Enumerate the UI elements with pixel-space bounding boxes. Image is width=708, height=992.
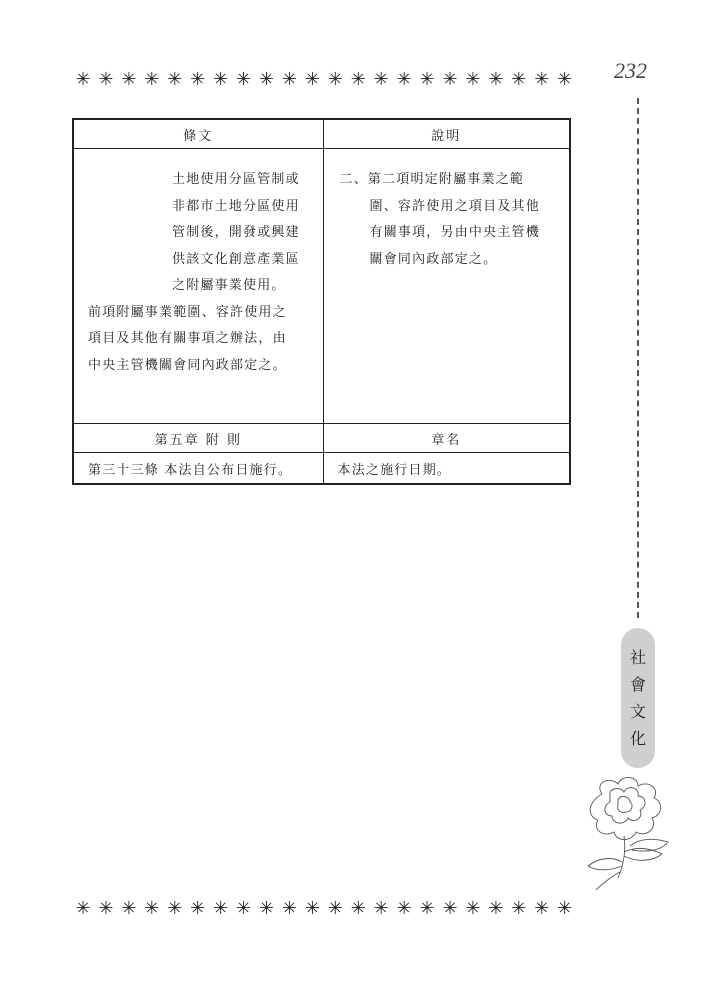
ornament-star-icon: ✳ [167, 69, 183, 90]
law-table [72, 118, 571, 485]
chapter-title: 第五章 附 則 [73, 424, 323, 453]
ornament-star-icon: ✳ [442, 898, 458, 919]
article-33: 第三十三條 本法自公布日施行。 [73, 453, 323, 485]
ornament-star-icon: ✳ [511, 898, 527, 919]
ornament-star-icon: ✳ [373, 898, 389, 919]
ornament-star-icon: ✳ [534, 898, 550, 919]
article-33-explanation: 本法之施行日期。 [323, 453, 570, 485]
top-ornament-border [72, 70, 576, 90]
ornament-star-icon: ✳ [327, 898, 343, 919]
ornament-star-icon: ✳ [281, 69, 297, 90]
ornament-star-icon: ✳ [121, 69, 137, 90]
article-line: 前項附屬事業範圍、容許使用之 [88, 304, 287, 320]
explanation-line: 有關事項，另由中央主管機 [369, 225, 540, 240]
section-tab-char: 會 [629, 675, 646, 694]
ornament-star-icon: ✳ [350, 898, 366, 919]
ornament-star-icon: ✳ [373, 69, 389, 90]
article-line: 之附屬事業使用。 [172, 278, 286, 293]
section-tab-char: 文 [629, 702, 646, 721]
ornament-star-icon: ✳ [98, 69, 114, 90]
section-tab-char: 社 [629, 648, 646, 667]
ornament-star-icon: ✳ [213, 898, 229, 919]
header-article: 條文 [73, 119, 323, 149]
section-tab-char: 化 [629, 729, 646, 748]
ornament-star-icon: ✳ [419, 898, 435, 919]
explanation-line: 二、第二項明定附屬事業之範 [339, 172, 525, 187]
article-indented-block [88, 167, 313, 300]
page-number: 232 [614, 58, 647, 83]
article-text-cell [73, 149, 323, 424]
ornament-star-icon: ✳ [190, 898, 206, 919]
ornament-star-icon: ✳ [534, 69, 550, 90]
ornament-star-icon: ✳ [236, 898, 252, 919]
ornament-star-icon: ✳ [258, 69, 275, 90]
ornament-star-icon: ✳ [396, 898, 412, 919]
ornament-star-icon: ✳ [419, 69, 435, 90]
explanation-hanging-block [340, 194, 560, 274]
ornament-star-icon: ✳ [465, 69, 481, 90]
ornament-star-icon: ✳ [167, 898, 183, 919]
ornament-star-icon: ✳ [442, 69, 458, 90]
article-line: 供該文化創意產業區 [172, 251, 300, 267]
ornament-star-icon: ✳ [213, 69, 229, 90]
peony-flower-illustration [574, 772, 678, 890]
ornament-star-icon: ✳ [121, 898, 137, 919]
ornament-star-icon: ✳ [327, 69, 343, 90]
ornament-star-icon: ✳ [75, 69, 91, 90]
chapter-note: 章名 [323, 424, 570, 453]
ornament-star-icon: ✳ [236, 69, 252, 90]
ornament-star-icon: ✳ [75, 898, 91, 919]
ornament-star-icon: ✳ [465, 898, 481, 919]
bottom-ornament-border [72, 899, 576, 919]
ornament-star-icon: ✳ [98, 898, 114, 919]
ornament-star-icon: ✳ [144, 898, 160, 919]
section-tab [621, 628, 655, 768]
ornament-star-icon: ✳ [557, 69, 573, 90]
ornament-star-icon: ✳ [281, 898, 297, 919]
ornament-star-icon: ✳ [488, 69, 504, 90]
article-line: 管制後，開發或興建 [172, 225, 300, 240]
explanation-line: 關會同內政部定之。 [369, 251, 498, 267]
ornament-star-icon: ✳ [396, 69, 412, 90]
ornament-star-icon: ✳ [144, 69, 160, 90]
header-explanation: 說明 [323, 119, 570, 149]
ornament-star-icon: ✳ [304, 898, 320, 919]
ornament-star-icon: ✳ [190, 69, 206, 90]
ornament-star-icon: ✳ [488, 898, 504, 919]
ornament-star-icon: ✳ [304, 69, 320, 90]
ornament-star-icon: ✳ [258, 898, 275, 919]
ornament-star-icon: ✳ [350, 69, 366, 90]
article-line: 中央主管機關會同內政部定之。 [88, 357, 287, 373]
explanation-line: 圍、容許使用之項目及其他 [369, 198, 540, 214]
ornament-star-icon: ✳ [557, 898, 573, 919]
article-line: 非都市土地分區使用 [172, 198, 300, 214]
ornament-star-icon: ✳ [511, 69, 527, 90]
explanation-text-cell [323, 149, 570, 424]
article-line: 土地使用分區管制或 [172, 172, 300, 187]
article-line: 項目及其他有關事項之辦法，由 [88, 331, 287, 346]
side-dashed-line [637, 98, 639, 618]
